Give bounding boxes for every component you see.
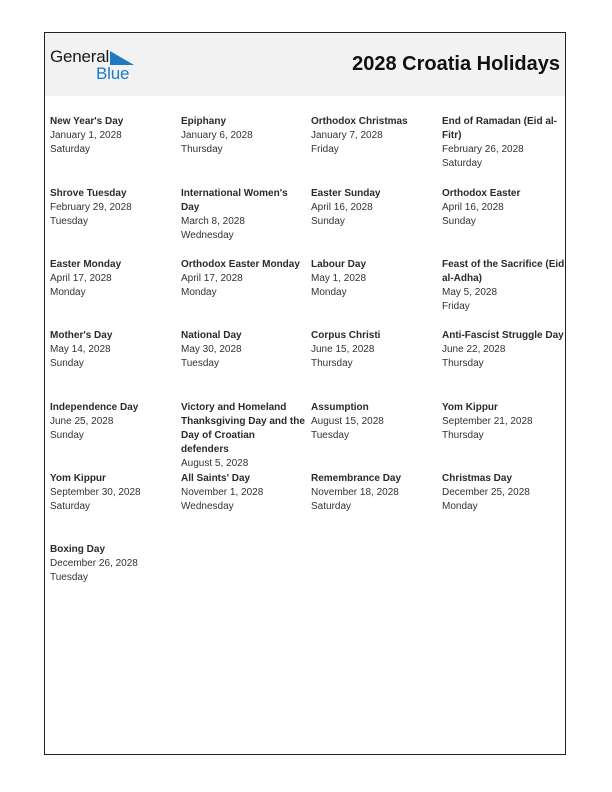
logo: [50, 47, 140, 83]
holiday-entry: [50, 472, 174, 514]
holiday-entry: [50, 543, 174, 585]
holiday-entry: [311, 472, 435, 514]
holiday-entry: [50, 187, 174, 229]
holiday-weekday: Tuesday: [50, 216, 88, 227]
holiday-entry: [311, 258, 435, 300]
holiday-date: April 17, 2028: [181, 273, 243, 284]
holiday-name: New Year's Day: [50, 116, 124, 127]
holiday-entry: [181, 187, 305, 243]
holiday-weekday: Sunday: [311, 216, 345, 227]
logo-blue-text: Blue: [96, 64, 130, 83]
holiday-date: May 5, 2028: [442, 287, 498, 298]
holiday-name: Anti-Fascist Struggle Day: [442, 330, 564, 341]
holiday-entry: [442, 115, 566, 171]
holiday-entry: [50, 258, 174, 300]
holiday-name: Easter Monday: [50, 259, 122, 270]
holiday-weekday: Thursday: [181, 144, 223, 155]
holiday-weekday: Tuesday: [50, 572, 88, 583]
holiday-weekday: Thursday: [442, 358, 484, 369]
holiday-entry: [442, 258, 566, 314]
holiday-weekday: Sunday: [442, 216, 476, 227]
holiday-name: Labour Day: [311, 259, 367, 270]
holiday-name: Orthodox Easter Monday: [181, 259, 300, 270]
holiday-date: February 26, 2028: [442, 144, 524, 155]
holiday-entry: [181, 258, 305, 300]
holiday-entry: [442, 329, 566, 371]
holiday-date: September 30, 2028: [50, 487, 141, 498]
holiday-weekday: Saturday: [50, 144, 91, 155]
holiday-weekday: Sunday: [50, 358, 84, 369]
holiday-name: Christmas Day: [442, 473, 513, 484]
holiday-date: March 8, 2028: [181, 216, 245, 227]
holiday-name: Assumption: [311, 402, 369, 413]
page-frame: [44, 32, 566, 755]
holiday-weekday: Monday: [181, 287, 217, 298]
holiday-entry: [311, 401, 435, 443]
holiday-date: August 15, 2028: [311, 416, 384, 427]
holiday-name: International Women's Day: [181, 188, 288, 213]
holiday-date: June 25, 2028: [50, 416, 114, 427]
holiday-date: January 7, 2028: [311, 130, 383, 141]
holiday-entry: [311, 329, 435, 371]
holiday-date: August 5, 2028: [181, 458, 249, 469]
holiday-name: Feast of the Sacrifice (Eid al-Adha): [442, 259, 565, 284]
holiday-date: September 21, 2028: [442, 416, 533, 427]
holiday-weekday: Thursday: [311, 358, 353, 369]
holiday-entry: [311, 187, 435, 229]
holiday-name: Easter Sunday: [311, 188, 381, 199]
holiday-weekday: Wednesday: [181, 230, 234, 241]
holiday-entry: [442, 472, 566, 514]
holiday-date: May 1, 2028: [311, 273, 367, 284]
logo-general-text: General: [50, 47, 110, 66]
holiday-weekday: Saturday: [442, 158, 483, 169]
holiday-weekday: Monday: [311, 287, 347, 298]
holiday-name: Victory and Homeland Thanksgiving Day and the Day of Croatian defenders: [181, 402, 305, 455]
holiday-weekday: Friday: [311, 144, 339, 155]
holiday-name: Independence Day: [50, 402, 139, 413]
holiday-date: May 14, 2028: [50, 344, 111, 355]
logo-mark-icon: [110, 51, 134, 65]
holiday-entry: [442, 401, 566, 443]
holiday-date: May 30, 2028: [181, 344, 242, 355]
holiday-date: June 15, 2028: [311, 344, 375, 355]
holiday-date: January 6, 2028: [181, 130, 253, 141]
holiday-date: November 18, 2028: [311, 487, 399, 498]
holiday-entry: [181, 472, 305, 514]
holiday-name: Orthodox Easter: [442, 188, 521, 199]
holiday-entry: [50, 115, 174, 157]
holiday-name: National Day: [181, 330, 242, 341]
holiday-date: April 17, 2028: [50, 273, 112, 284]
holiday-name: Epiphany: [181, 116, 227, 127]
holiday-weekday: Saturday: [311, 501, 352, 512]
holiday-weekday: Tuesday: [311, 430, 349, 441]
page-title: 2028 Croatia Holidays: [352, 53, 560, 75]
holiday-name: Orthodox Christmas: [311, 116, 408, 127]
holiday-weekday: Tuesday: [181, 358, 219, 369]
holiday-name: End of Ramadan (Eid al-Fitr): [442, 116, 558, 141]
holiday-date: January 1, 2028: [50, 130, 122, 141]
holiday-weekday: Thursday: [442, 430, 484, 441]
holiday-entry: [311, 115, 435, 157]
holiday-weekday: Friday: [442, 301, 470, 312]
holiday-date: February 29, 2028: [50, 202, 132, 213]
holiday-name: Yom Kippur: [442, 402, 498, 413]
holiday-entry: [50, 329, 174, 371]
holiday-name: Remembrance Day: [311, 473, 402, 484]
holiday-name: Mother's Day: [50, 330, 113, 341]
holiday-date: December 26, 2028: [50, 558, 138, 569]
holiday-weekday: Monday: [50, 287, 86, 298]
holiday-weekday: Monday: [442, 501, 478, 512]
holiday-entry: [442, 187, 566, 229]
holiday-date: April 16, 2028: [311, 202, 373, 213]
holiday-name: Corpus Christi: [311, 330, 381, 341]
holiday-entry: [50, 401, 174, 443]
holiday-date: December 25, 2028: [442, 487, 530, 498]
holiday-weekday: Saturday: [50, 501, 91, 512]
holiday-name: Shrove Tuesday: [50, 188, 127, 199]
holiday-name: Boxing Day: [50, 544, 106, 555]
holiday-date: November 1, 2028: [181, 487, 264, 498]
holiday-entry: [181, 115, 305, 157]
holiday-date: April 16, 2028: [442, 202, 504, 213]
holiday-weekday: Wednesday: [181, 501, 234, 512]
holiday-weekday: Sunday: [50, 430, 84, 441]
header: [45, 33, 565, 96]
holiday-entry: [181, 401, 305, 471]
holiday-entry: [181, 329, 305, 371]
holiday-name: All Saints' Day: [181, 473, 251, 484]
holiday-date: June 22, 2028: [442, 344, 506, 355]
holiday-name: Yom Kippur: [50, 473, 106, 484]
